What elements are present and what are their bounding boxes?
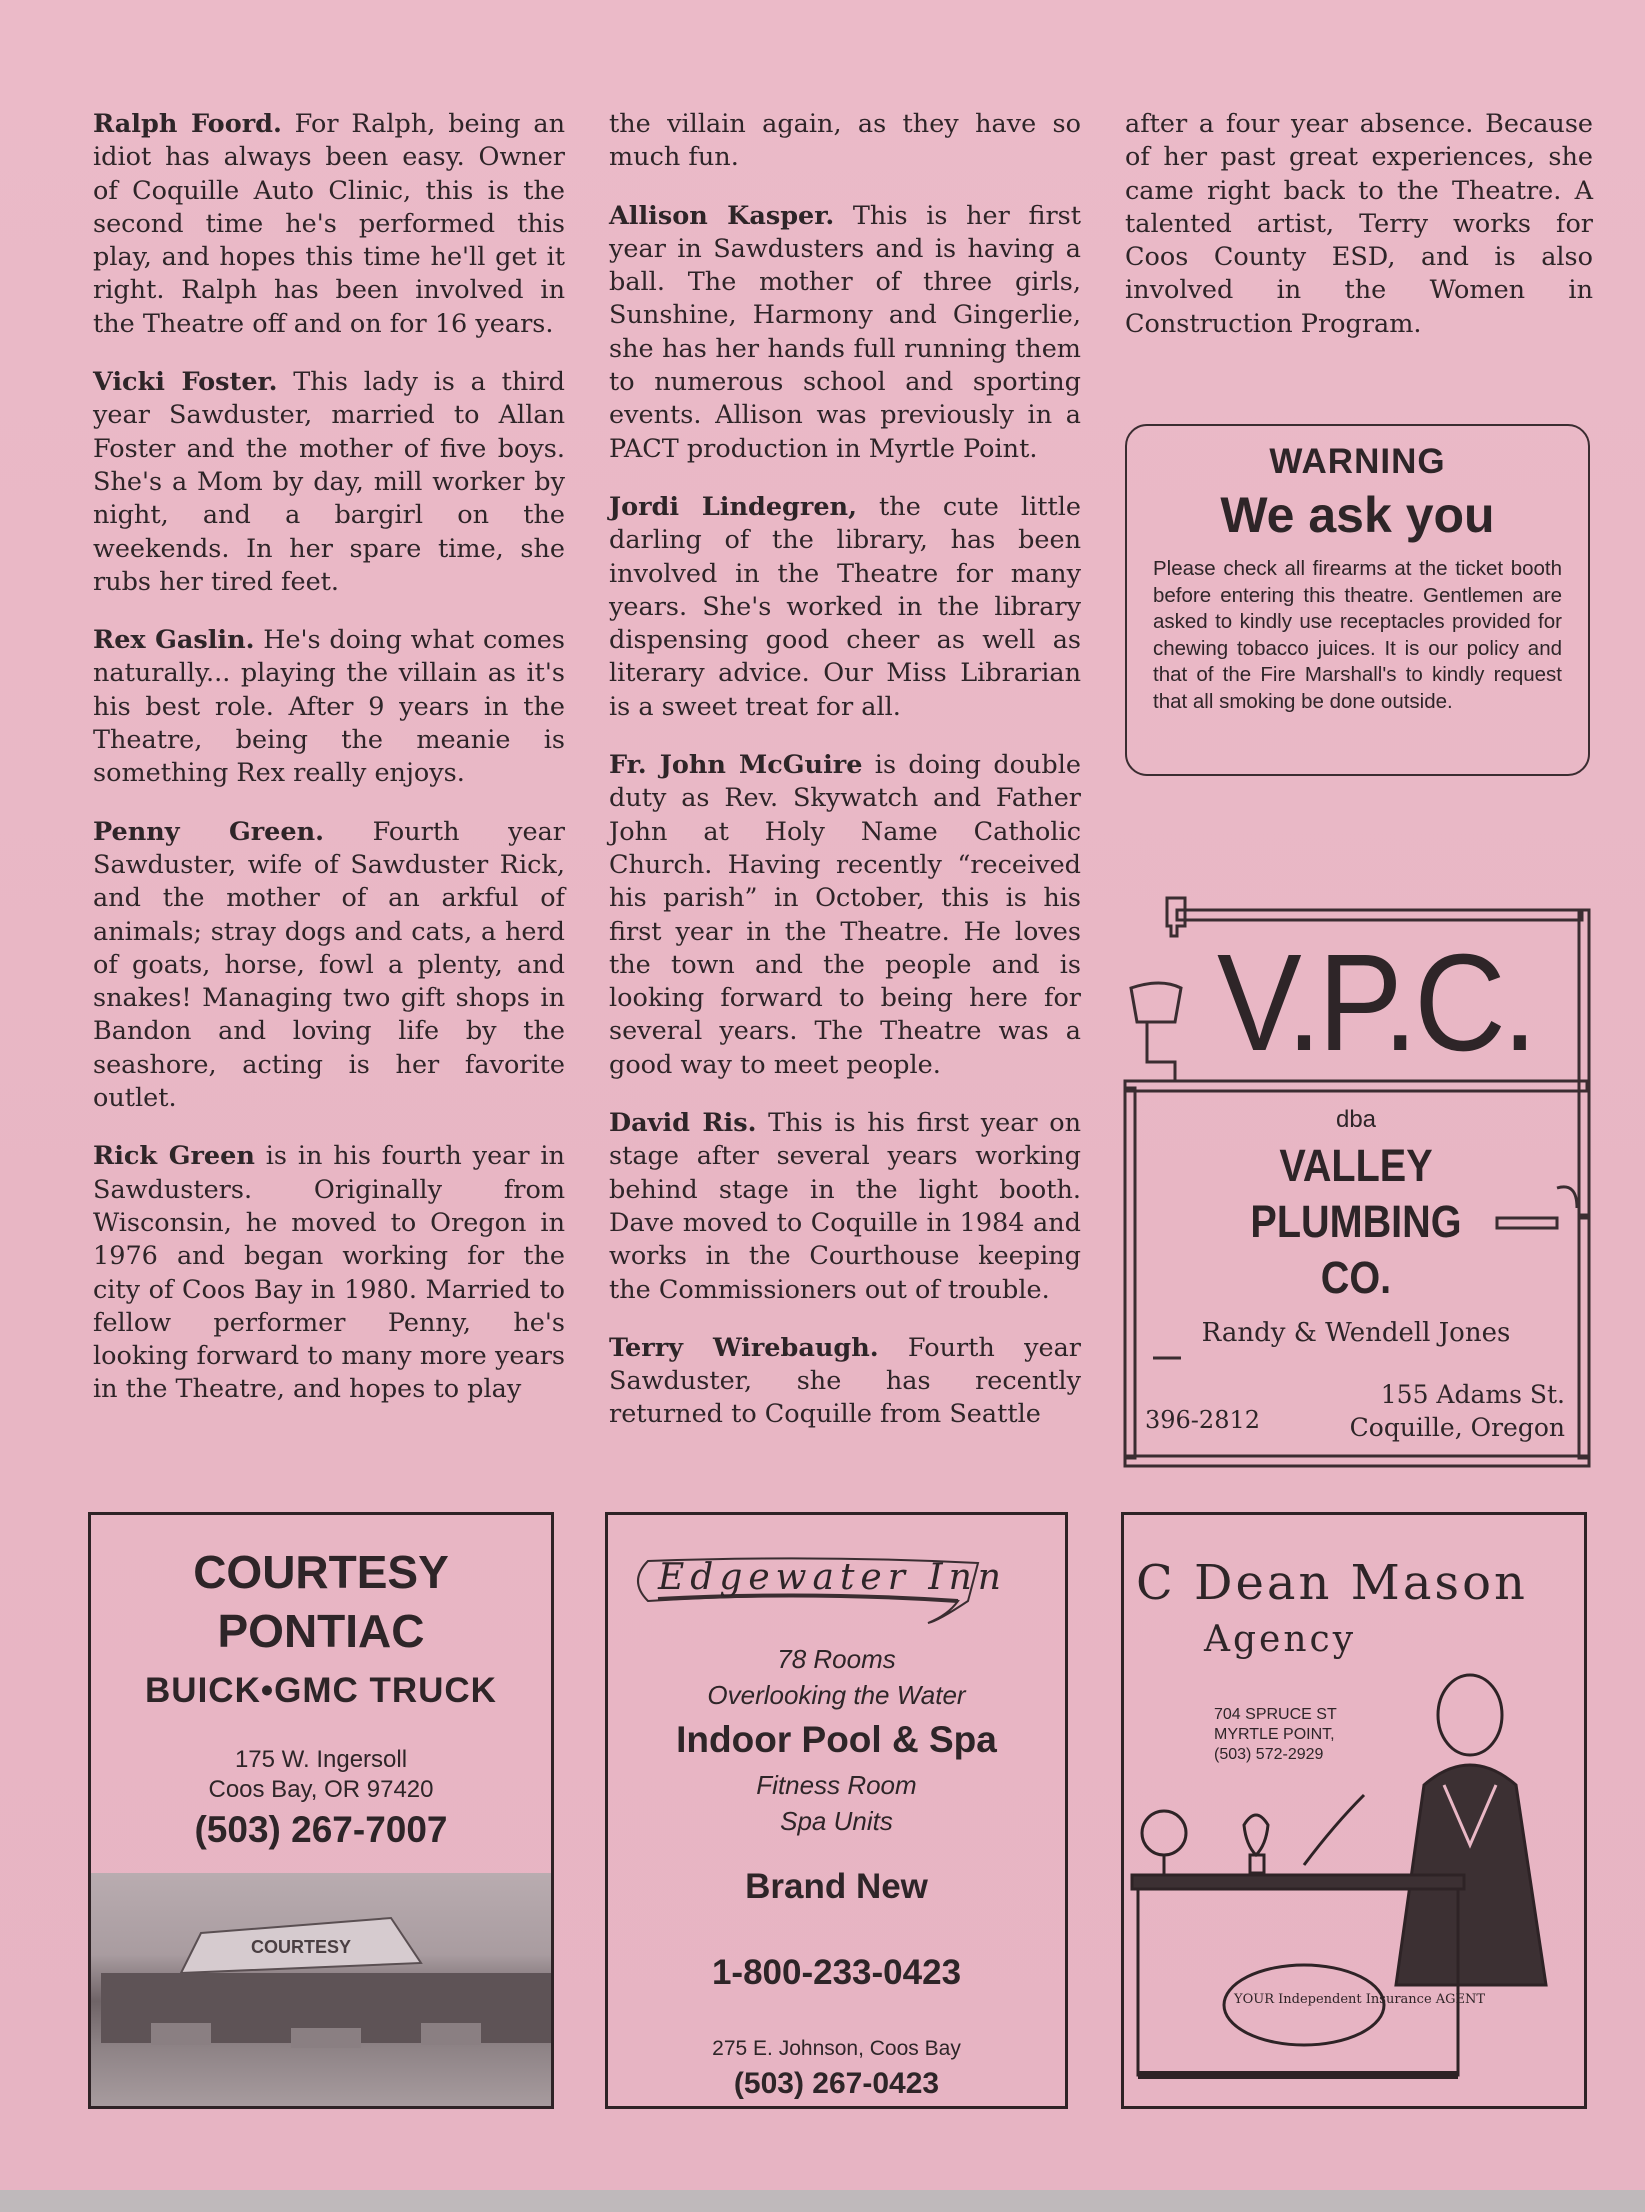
vpc-name-line-1: VALLEY xyxy=(1279,1140,1433,1191)
bio-name: Vicki Foster. xyxy=(93,367,278,398)
bio-text: is in his fourth year in Sawdusters. Originally from Wisconsin, he moved to Oregon in 1976 and began working for the city of Coos Bay in 1980. Married to fellow performer Penny, he's looking forward to many more years in the Theatre, and hopes to play xyxy=(93,1141,565,1405)
bio-name: Penny Green. xyxy=(93,816,325,847)
bio-name: Allison Kasper. xyxy=(609,200,835,231)
bio-name: Rick Green xyxy=(93,1141,255,1172)
edgewater-logo xyxy=(608,1551,1065,1631)
vpc-company-name xyxy=(1146,1138,1567,1306)
agent-illustration xyxy=(1124,1515,1584,2106)
bio-allison-kasper xyxy=(609,200,1081,466)
warning-headline: We ask you xyxy=(1220,487,1495,543)
bio-text: Fourth year Sawduster, she has recently returned to Coquille from Seattle xyxy=(609,1332,1081,1430)
pontiac-address-2: Coos Bay, OR 97420 xyxy=(208,1776,434,1803)
bio-penny-green xyxy=(93,816,565,1116)
edgewater-view: Overlooking the Water xyxy=(707,1680,966,1710)
bio-john-mcguire xyxy=(609,749,1081,1082)
vpc-owners: Randy & Wendell Jones xyxy=(1201,1318,1511,1348)
pontiac-address xyxy=(91,1745,551,1805)
mason-address xyxy=(1214,1705,1337,1765)
bio-text: For Ralph, being an idiot has always been easy. Owner of Coquille Auto Clinic, this is the second time he's performed this play, and hopes this time he'll get it right. Ralph has been involved in the Theatre off and on for 16 years. xyxy=(93,109,565,339)
bio-text: Fourth year Sawduster, wife of Sawduster Rick, and the mother of an arkful of animals; stray dogs and cats, a herd of goats, horse, fowl a plenty, and snakes! Managing two gift shops in Bandon and loving life by the seashore, acting is her favorite outlet. xyxy=(93,816,565,1114)
pontiac-dealer-name xyxy=(91,1543,551,1661)
pontiac-phone: (503) 267-7007 xyxy=(194,1809,448,1850)
warning-body: Please check all firearms at the ticket booth before entering this theatre. Gentlemen are asked to kindly use receptacles provided for chewing tobacco juices. It is our policy and that of the Fire Marshall's to kindly request that all smoking be done outside. xyxy=(1153,557,1562,713)
vpc-address-line-1: 155 Adams St. xyxy=(1380,1380,1565,1409)
bio-rick-green xyxy=(93,1140,565,1406)
mason-name: C Dean Mason xyxy=(1136,1555,1528,1611)
edgewater-spa-units: Spa Units xyxy=(780,1806,893,1836)
mason-agency: Agency xyxy=(1204,1619,1357,1660)
vpc-address xyxy=(1350,1378,1565,1444)
vpc-logo: V.P.C. xyxy=(1217,926,1534,1080)
bio-name: Rex Gaslin. xyxy=(93,625,255,656)
bio-continued: the villain again, as they have so much fun. xyxy=(609,109,1081,173)
agent-seal-text: YOUR Independent Insurance AGENT xyxy=(1234,1992,1486,2007)
dealership-sign: COURTESY xyxy=(251,1937,352,1957)
bio-ralph-foord xyxy=(93,108,565,341)
edgewater-tollfree: 1-800-233-0423 xyxy=(711,1953,962,1992)
vpc-dba: dba xyxy=(1335,1106,1377,1133)
bio-text: He's doing what comes naturally... playing the villain as it's his best role. After 9 years in the Theatre, being the meanie is something Rex really enjoys. xyxy=(93,625,565,789)
warning-title: WARNING xyxy=(1269,442,1446,481)
pontiac-address-1: 175 W. Ingersoll xyxy=(234,1746,408,1773)
edgewater-phone: (503) 267-0423 xyxy=(733,2067,940,2100)
warning-notice xyxy=(1125,424,1590,776)
bio-name: Terry Wirebaugh. xyxy=(609,1332,879,1363)
bio-column-3 xyxy=(1125,108,1593,366)
edgewater-rooms: 78 Rooms xyxy=(777,1644,896,1674)
bio-text: is doing double duty as Rev. Skywatch and Father John at Holy Name Catholic Church. Having recently “received his parish” in October, this is his first year in the Theatre. He loves the town and the people and is looking forward to being here for several years. The Theatre was a good way to meet people. xyxy=(609,750,1081,1080)
bio-vicki-foster xyxy=(93,366,565,599)
mason-address-2: MYRTLE POINT, xyxy=(1214,1726,1335,1743)
vpc-address-line-2: Coquille, Oregon xyxy=(1349,1413,1565,1442)
bio-terry-wirebaugh xyxy=(609,1332,1081,1432)
courtesy-pontiac-ad xyxy=(88,1512,554,2109)
edgewater-fitness: Fitness Room xyxy=(756,1770,917,1800)
pontiac-brands: BUICK•GMC TRUCK xyxy=(145,1671,497,1710)
bio-text: This lady is a third year Sawduster, married to Allan Foster and the mother of five boys. She's a Mom by day, mill worker by night, and a bargirl on the weekends. In her spare time, she rubs her tired feet. xyxy=(93,367,565,597)
scan-edge-strip xyxy=(0,2190,1645,2212)
edgewater-brand-new: Brand New xyxy=(745,1867,928,1906)
bio-david-ris xyxy=(609,1107,1081,1307)
dealership-photo xyxy=(91,1873,551,2106)
bio-text: the cute little darling of the library, has been involved in the Theatre for many years. She's worked in the library dispensing good cheer as well as literary advice. Our Miss Librarian is a sweet treat for all. xyxy=(609,491,1081,722)
edgewater-address: 275 E. Johnson, Coos Bay xyxy=(712,2037,961,2060)
mason-address-1: 704 SPRUCE ST xyxy=(1214,1706,1337,1723)
bio-column-1 xyxy=(93,108,565,1432)
bio-name: Jordi Lindegren, xyxy=(609,491,857,522)
bio-name: Fr. John McGuire xyxy=(609,750,863,781)
dealership-building-graphic xyxy=(91,1873,551,2106)
edgewater-inn-ad xyxy=(605,1512,1068,2109)
vpc-plumbing-ad xyxy=(1117,888,1595,1476)
pontiac-line-2: PONTIAC xyxy=(217,1605,425,1657)
mason-phone: (503) 572-2929 xyxy=(1214,1746,1324,1763)
bio-rex-gaslin xyxy=(93,624,565,790)
vpc-name-line-2: PLUMBING xyxy=(1250,1196,1462,1247)
bio-text: This is his first year on stage after several years working behind stage in the light booth. Dave moved to Coquille in 1984 and works in the Courthouse keeping the Commissioners out of trouble. xyxy=(609,1108,1081,1305)
bio-text: This is her first year in Sawdusters and is having a ball. The mother of three girls, Sunshine, Harmony and Gingerlie, she has her hands full running them to numerous school and sporting events. Allison was previously in a PACT production in Myrtle Point. xyxy=(609,200,1081,464)
pontiac-line-1: COURTESY xyxy=(193,1546,449,1598)
edgewater-pool: Indoor Pool & Spa xyxy=(676,1719,997,1760)
bio-column-2 xyxy=(609,108,1081,1457)
vpc-phone: 396-2812 xyxy=(1145,1406,1260,1434)
edgewater-logo-text: Edgewater Inn xyxy=(658,1557,1007,1598)
bio-name: David Ris. xyxy=(609,1108,757,1139)
vpc-name-line-3: CO. xyxy=(1320,1252,1392,1303)
dean-mason-agency-ad xyxy=(1121,1512,1587,2109)
bio-continued: after a four year absence. Because of her past great experiences, she came right back to the Theatre. A talented artist, Terry works for Coos County ESD, and is also involved in the Women in Construction Program. xyxy=(1125,109,1593,339)
bio-name: Ralph Foord. xyxy=(93,109,282,139)
bio-jordi-lindegren xyxy=(609,491,1081,724)
